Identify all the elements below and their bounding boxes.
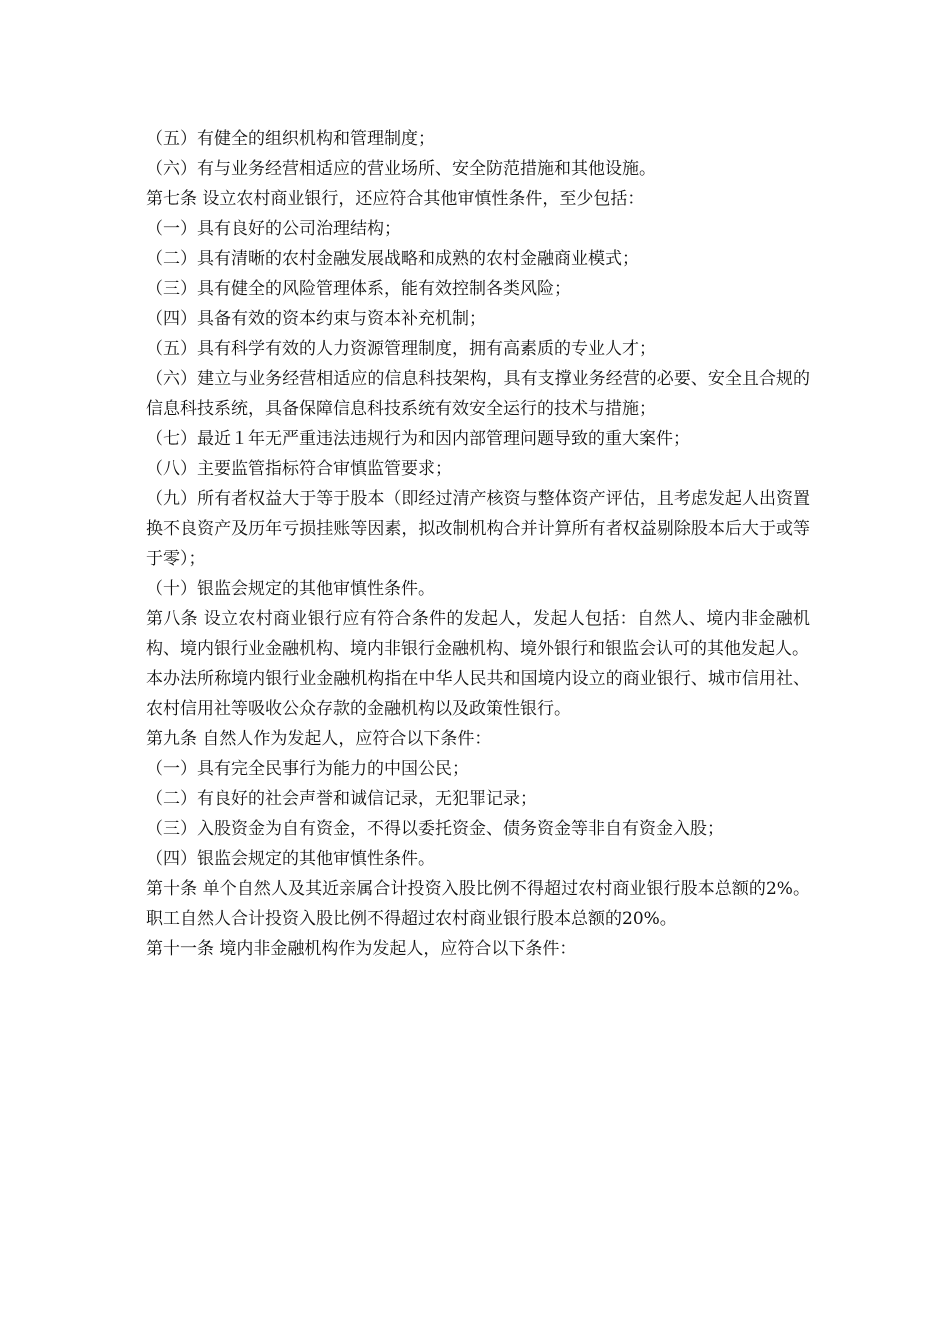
paragraph-8: （五）具有科学有效的人力资源管理制度，拥有高素质的专业人才； [146, 339, 656, 359]
paragraph-11: （八）主要监管指标符合审慎监管要求； [146, 459, 452, 479]
document-body [146, 124, 810, 964]
article-10-heading: 第十条 单个自然人及其近亲属合计投资入股比例不得超过农村商业银行股本总额的2%。职工自然人合计投资入股比例不得超过农村商业银行股本总额的20%。 [146, 879, 810, 929]
paragraph-7: （四）具备有效的资本约束与资本补充机制； [146, 309, 486, 329]
paragraph-18: （二）有良好的社会声誉和诚信记录，无犯罪记录； [146, 789, 537, 809]
paragraph-17: （一）具有完全民事行为能力的中国公民； [146, 759, 469, 779]
paragraph-19: （三）入股资金为自有资金，不得以委托资金、债务资金等非自有资金入股； [146, 819, 724, 839]
article-11-heading: 第十一条 境内非金融机构作为发起人，应符合以下条件： [146, 939, 577, 959]
paragraph-9: （六）建立与业务经营相适应的信息科技架构，具有支撑业务经营的必要、安全且合规的信息科技系统，具备保障信息科技系统有效安全运行的技术与措施； [146, 369, 810, 419]
paragraph-6: （三）具有健全的风险管理体系，能有效控制各类风险； [146, 279, 571, 299]
paragraph-2: （六）有与业务经营相适应的营业场所、安全防范措施和其他设施。 [146, 159, 656, 179]
paragraph-15: 本办法所称境内银行业金融机构指在中华人民共和国境内设立的商业银行、城市信用社、农村信用社等吸收公众存款的金融机构以及政策性银行。 [146, 669, 810, 719]
paragraph-5: （二）具有清晰的农村金融发展战略和成熟的农村金融商业模式； [146, 249, 639, 269]
article-7-heading: 第七条 设立农村商业银行，还应符合其他审慎性条件，至少包括： [146, 189, 645, 209]
paragraph-10: （七）最近１年无严重违法违规行为和因内部管理问题导致的重大案件； [146, 429, 690, 449]
article-9-heading: 第九条 自然人作为发起人，应符合以下条件： [146, 729, 492, 749]
paragraph-1: （五）有健全的组织机构和管理制度； [146, 129, 435, 149]
paragraph-13: （十）银监会规定的其他审慎性条件。 [146, 579, 435, 599]
paragraph-12: （九）所有者权益大于等于股本（即经过清产核资与整体资产评估，且考虑发起人出资置换不良资产及历年亏损挂账等因素，拟改制机构合并计算所有者权益剔除股本后大于或等于零）； [146, 489, 810, 569]
paragraph-4: （一）具有良好的公司治理结构； [146, 219, 401, 239]
article-8-heading: 第八条 设立农村商业银行应有符合条件的发起人，发起人包括：自然人、境内非金融机构、境内银行业金融机构、境内非银行金融机构、境外银行和银监会认可的其他发起人。 [146, 609, 810, 659]
paragraph-20: （四）银监会规定的其他审慎性条件。 [146, 849, 435, 869]
